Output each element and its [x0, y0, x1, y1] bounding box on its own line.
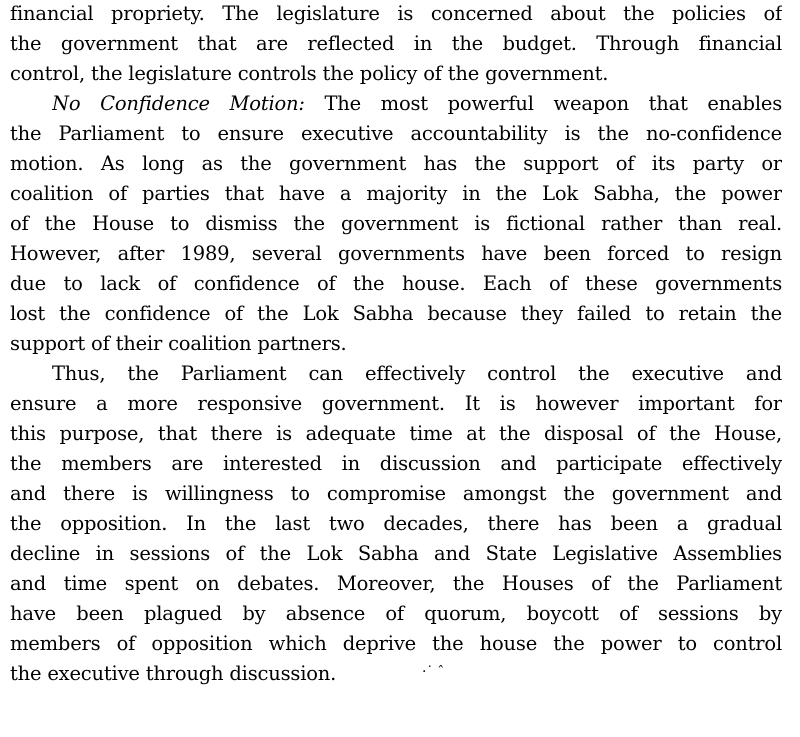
paragraph-3-line-4: the members are interested in discussion and participate effectively — [10, 452, 782, 475]
paragraph-2-line-2: the Parliament to ensure executive accountability is the no-confidence — [10, 122, 782, 145]
paragraph-2-line-1 — [52, 89, 782, 118]
paragraph-2-line-7: due to lack of confidence of the house. Each of these governments — [10, 272, 782, 295]
paragraph-3-line-11: the executive through discussion. — [10, 662, 337, 685]
paragraph-2-line-8: lost the confidence of the Lok Sabha because they failed to retain the — [10, 302, 782, 325]
no-confidence-motion-heading: No Confidence Motion: — [52, 92, 305, 115]
paragraph-3-line-9: have been plagued by absence of quorum, boycott of sessions by — [10, 602, 782, 625]
paragraph-2-line-4: coalition of parties that have a majority in the Lok Sabha, the power — [10, 182, 782, 205]
paragraph-2-line-9: support of their coalition partners. — [10, 332, 347, 355]
paragraph-1-line-3: control, the legislature controls the policy of the government. — [10, 62, 609, 85]
paragraph-3-line-1: Thus, the Parliament can effectively control the executive and — [52, 362, 782, 385]
paragraph-2-line-1-rest: The most powerful weapon that enables — [324, 92, 782, 115]
paragraph-3-line-3: this purpose, that there is adequate time at the disposal of the House, — [10, 422, 782, 445]
paragraph-2-line-5: of the House to dismiss the government is fictional rather than real. — [10, 212, 782, 235]
paragraph-3-line-8: and time spent on debates. Moreover, the Houses of the Parliament — [10, 572, 782, 595]
document-page — [10, 0, 790, 737]
paragraph-3-line-10: members of opposition which deprive the house the power to control — [10, 632, 782, 655]
paragraph-3-line-2: ensure a more responsive government. It is however important for — [10, 392, 782, 415]
paragraph-3-line-6: the opposition. In the last two decades, there has been a gradual — [10, 512, 782, 535]
paragraph-1-line-1: financial propriety. The legislature is concerned about the policies of — [10, 2, 782, 25]
paragraph-3-line-7: decline in sessions of the Lok Sabha and State Legislative Assemblies — [10, 542, 782, 565]
paragraph-2-line-6: However, after 1989, several governments have been forced to resign — [10, 242, 782, 265]
paragraph-1-line-2: the government that are reflected in the budget. Through financial — [10, 32, 782, 55]
scan-speck-marks: ·˙ ˆ — [422, 664, 445, 680]
paragraph-3-line-5: and there is willingness to compromise amongst the government and — [10, 482, 782, 505]
paragraph-2-line-3: motion. As long as the government has the support of its party or — [10, 152, 782, 175]
